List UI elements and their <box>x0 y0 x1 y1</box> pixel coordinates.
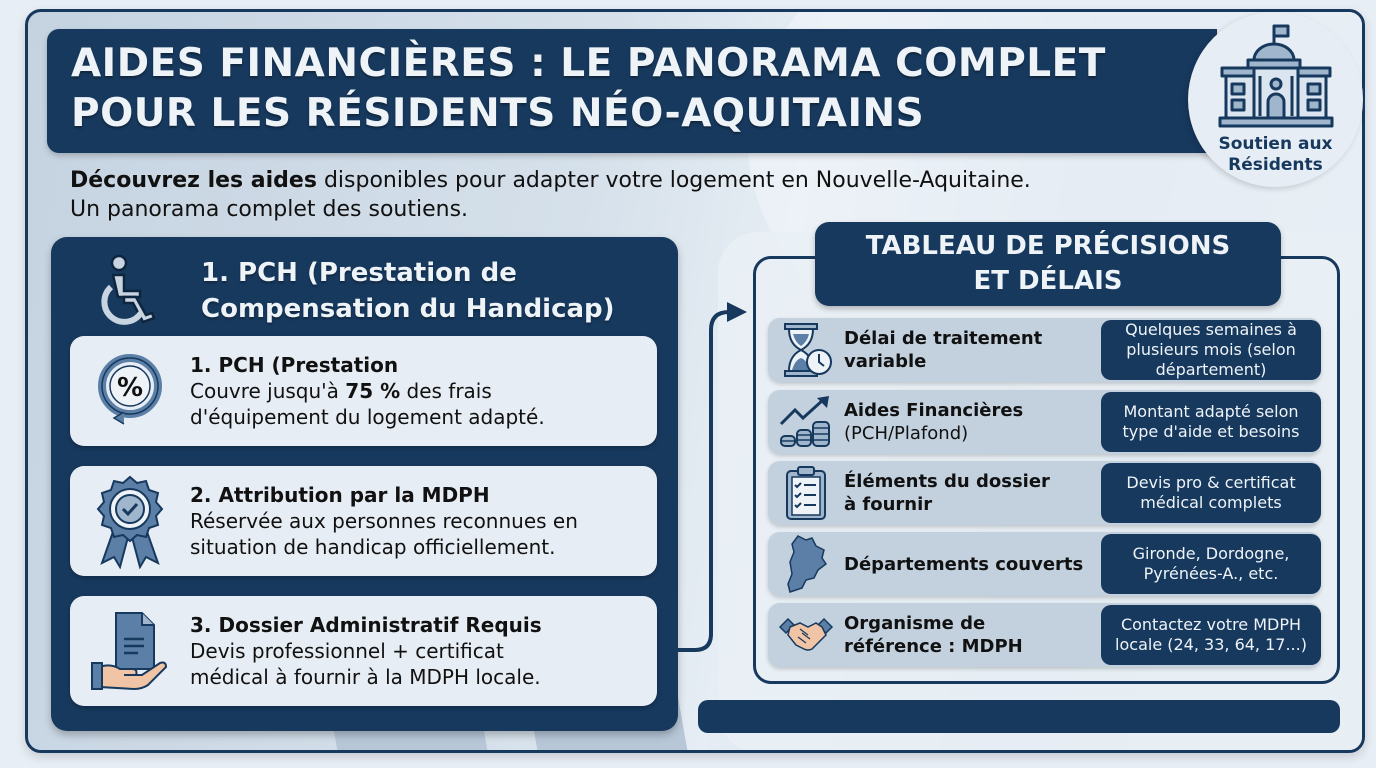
region-map-icon <box>784 534 828 594</box>
row-label-line2: référence : MDPH <box>844 636 1023 657</box>
card-text: des frais <box>400 379 492 403</box>
card-text: d'équipement du logement adapté. <box>190 405 545 429</box>
table-title-line1: TABLEAU DE PRÉCISIONS <box>865 231 1231 261</box>
card-mdph-attribution <box>70 466 657 576</box>
card-pch-coverage <box>70 336 657 446</box>
bottom-banner <box>698 700 1340 733</box>
pch-panel-title <box>201 255 615 327</box>
row-value-line3: département) <box>1155 360 1267 379</box>
row-value-line2: Pyrénées-A., etc. <box>1143 564 1279 583</box>
row-label <box>844 399 1100 445</box>
badge-label-line2: Résidents <box>1228 155 1323 175</box>
card-heading: 3. Dossier Administratif Requis <box>190 613 542 637</box>
row-label <box>844 327 1100 373</box>
row-value-line2: type d'aide et besoins <box>1122 422 1300 441</box>
row-value-line1: Montant adapté selon <box>1123 402 1299 421</box>
card-text: Couvre jusqu'à <box>190 379 346 403</box>
row-value-line1: Gironde, Dordogne, <box>1132 544 1290 563</box>
pch-panel-header <box>91 251 615 331</box>
intro-line2: Un panorama complet des soutiens. <box>70 197 469 222</box>
coverage-percent: 75 % <box>345 379 401 403</box>
row-label-line2: à fournir <box>844 494 933 515</box>
row-label-line1: Aides Financières <box>844 400 1024 421</box>
intro-rest: disponibles pour adapter votre logement en Nouvelle-Aquitaine. <box>316 168 1031 193</box>
government-building-icon <box>1216 22 1336 132</box>
document-in-hand-icon <box>88 609 172 693</box>
badge-label-line1: Soutien aux <box>1218 134 1333 154</box>
card-text: Devis professionnel + certificat <box>190 639 504 663</box>
row-value-line2: médical complets <box>1140 493 1282 512</box>
intro-bold: Découvrez les aides <box>70 168 317 193</box>
row-value-line1: Devis pro & certificat <box>1126 473 1296 492</box>
badge-label <box>1218 134 1332 176</box>
table-title-line2: ET DÉLAIS <box>973 266 1123 296</box>
table-row <box>768 318 1321 382</box>
row-label <box>844 553 1104 576</box>
card-text: médical à fournir à la MDPH locale. <box>190 665 541 689</box>
precision-table-title <box>815 222 1281 306</box>
row-label <box>844 470 1100 516</box>
row-value <box>1101 605 1321 665</box>
handshake-icon <box>778 615 834 655</box>
support-badge <box>1188 12 1363 187</box>
row-label-line2: (PCH/Plafond) <box>844 423 969 444</box>
row-value-line2: locale (24, 33, 64, 17...) <box>1115 635 1307 654</box>
table-row <box>768 461 1321 525</box>
page-title-line1: AIDES FINANCIÈRES : LE PANORAMA COMPLET <box>71 41 1106 86</box>
award-badge-icon <box>92 473 168 569</box>
row-value <box>1101 534 1321 594</box>
row-label-line1: Délai de traitement <box>844 328 1043 349</box>
clipboard-checklist-icon <box>783 465 829 521</box>
wheelchair-icon <box>91 251 161 331</box>
row-label-line1: Organisme de <box>844 613 986 634</box>
row-label-line1: Départements couverts <box>844 553 1084 575</box>
card-heading: 1. PCH (Prestation <box>190 353 399 377</box>
row-label-line1: Éléments du dossier <box>844 471 1050 492</box>
connector-arrow-icon <box>675 300 755 660</box>
table-row <box>768 532 1321 596</box>
row-value <box>1101 392 1321 452</box>
growth-coins-icon <box>777 394 835 450</box>
card-text: Réservée aux personnes reconnues en <box>190 509 578 533</box>
card-admin-dossier <box>70 596 657 706</box>
row-value-line1: Quelques semaines à <box>1125 320 1297 339</box>
row-value-line1: Contactez votre MDPH <box>1120 615 1302 634</box>
table-row <box>768 603 1321 667</box>
row-value <box>1101 463 1321 523</box>
title-banner <box>47 29 1217 153</box>
page-title-line2: POUR LES RÉSIDENTS NÉO-AQUITAINS <box>71 91 925 136</box>
hourglass-clock-icon <box>779 322 833 378</box>
pch-title-line1: 1. PCH (Prestation de <box>201 258 517 288</box>
pch-panel <box>51 237 678 731</box>
row-label <box>844 612 1100 658</box>
percent-cycle-icon <box>94 346 166 436</box>
svg-text:%: % <box>116 373 144 403</box>
card-text: situation de handicap officiellement. <box>190 535 556 559</box>
row-value-line2: plusieurs mois (selon <box>1126 340 1296 359</box>
intro-text <box>70 166 1170 224</box>
pch-title-line2: Compensation du Handicap) <box>201 294 615 324</box>
table-row <box>768 390 1321 454</box>
row-value <box>1101 320 1321 380</box>
card-heading: 2. Attribution par la MDPH <box>190 483 490 507</box>
row-label-line2: variable <box>844 351 927 372</box>
